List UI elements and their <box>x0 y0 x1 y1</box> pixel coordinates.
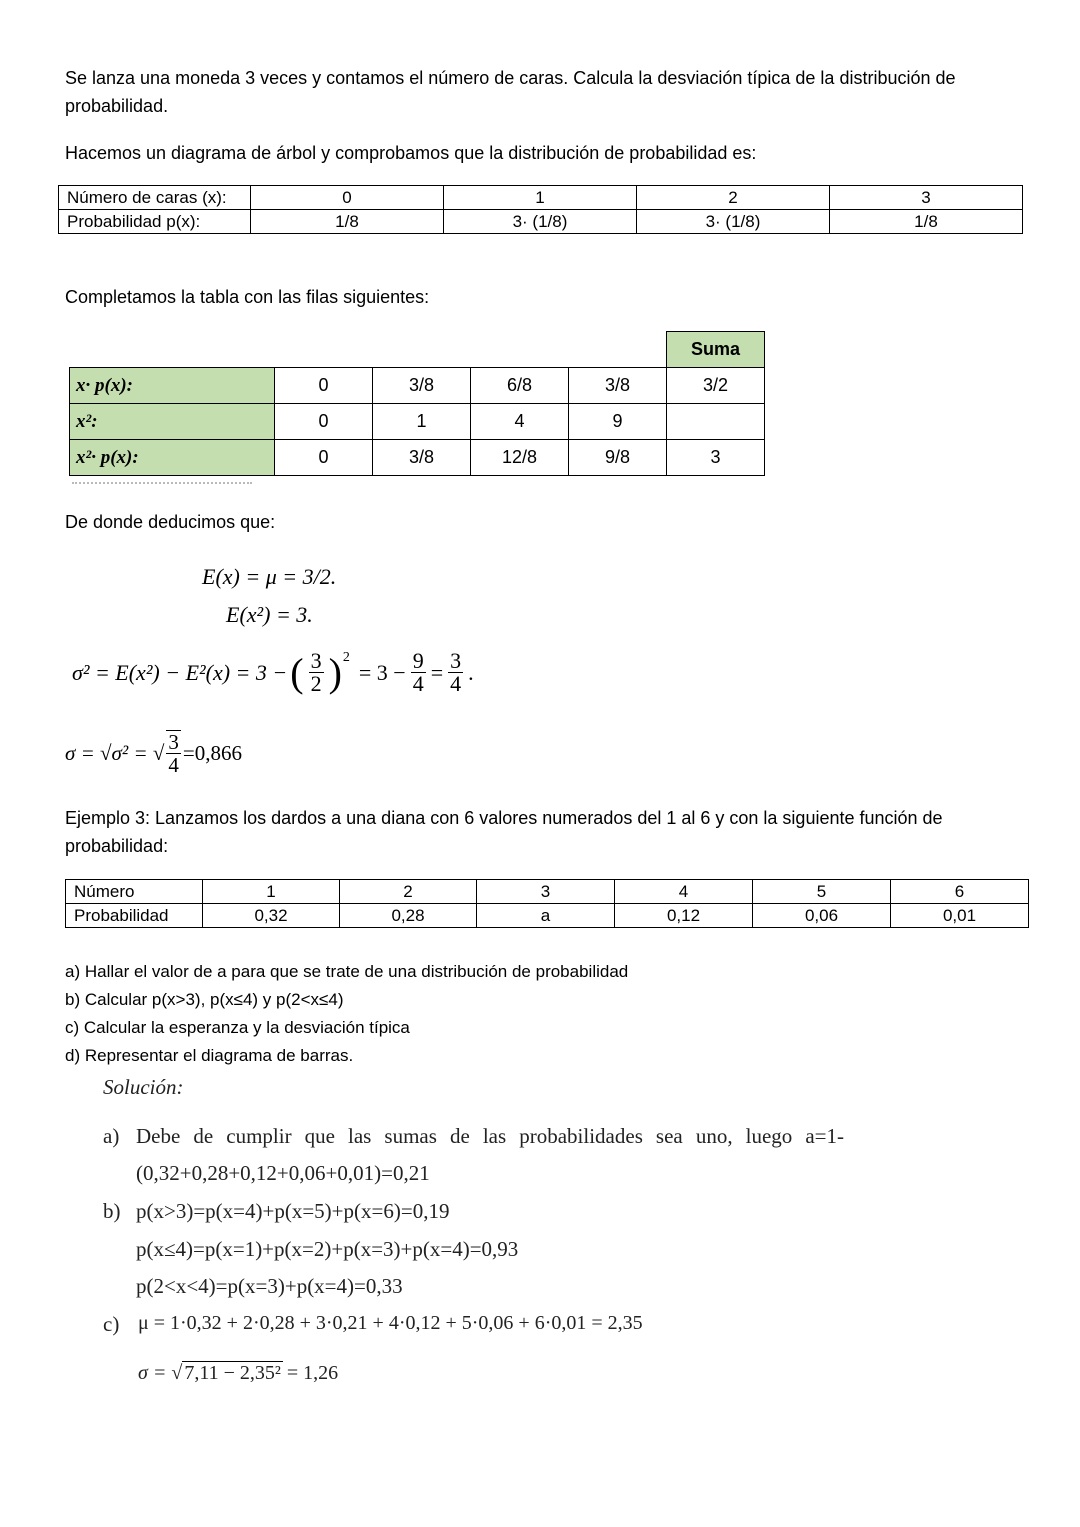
row-label: x²: <box>70 404 275 440</box>
table-cell: 3 <box>477 880 615 904</box>
solution-a-line-2: (0,32+0,28+0,12+0,06+0,01)=0,21 <box>136 1161 430 1185</box>
table-cell: 2 <box>340 880 477 904</box>
complete-text: Completamos la tabla con las filas siguientes: <box>65 287 430 307</box>
paren-close: ) <box>328 649 342 695</box>
expectation-formula: E(x) = μ = 3/2. <box>202 564 337 589</box>
table-cell: 3/8 <box>569 368 667 404</box>
sum-cell <box>667 404 765 440</box>
sum-header: Suma <box>667 332 765 368</box>
table-cell: Probabilidad p(x): <box>59 210 251 234</box>
sum-cell: 3 <box>667 440 765 476</box>
table-cell: 1/8 <box>251 210 444 234</box>
table-cell: 0,32 <box>203 904 340 928</box>
question-c: c) Calcular la esperanza y la desviación típica <box>65 1018 410 1037</box>
solution-b-line-1: p(x>3)=p(x=4)+p(x=5)+p(x=6)=0,19 <box>136 1199 450 1223</box>
table-cell: 6/8 <box>471 368 569 404</box>
question-d: d) Representar el diagrama de barras. <box>65 1046 354 1065</box>
expectation-sq-formula: E(x²) = 3. <box>226 602 313 627</box>
table-cell: 9/8 <box>569 440 667 476</box>
question-b: b) Calcular p(x>3), p(x≤4) y p(2<x≤4) <box>65 990 344 1009</box>
table-cell: 0,12 <box>615 904 753 928</box>
fraction: $\frac{3}{4}$ <box>450 648 462 696</box>
table-cell: 1 <box>444 186 637 210</box>
fraction: $\frac{3}{2}$ <box>310 648 322 696</box>
paren-open: ( <box>290 649 304 695</box>
exponent: 2 <box>342 650 350 665</box>
table-cell: 3· (1/8) <box>637 210 830 234</box>
table-cell: 0 <box>251 186 444 210</box>
table-cell: Número de caras (x): <box>59 186 251 210</box>
stddev-result: =0,866 <box>182 740 242 765</box>
table-cell: 3· (1/8) <box>444 210 637 234</box>
table-cell: 4 <box>615 880 753 904</box>
solution-c-label: c) <box>103 1312 120 1336</box>
table-cell: 1 <box>203 880 340 904</box>
table-cell: a <box>477 904 615 928</box>
table-row <box>66 904 1029 928</box>
table-cell: 4 <box>471 404 569 440</box>
solution-b-label: b) <box>103 1199 121 1223</box>
coin-distribution-table <box>58 185 1023 234</box>
table-cell: 1/8 <box>830 210 1023 234</box>
table-cell: 0,01 <box>891 904 1029 928</box>
intro-line-1: Se lanza una moneda 3 veces y contamos el número de caras. Calcula la desviación típica de la distribución de <box>65 68 956 88</box>
table-cell: Probabilidad <box>66 904 203 928</box>
radicand: 7,11 − 2,35² <box>184 1362 281 1384</box>
variance-formula: σ² = E(x²) − E²(x) = 3 − ( $\frac{3}{2}$ ) 2 = 3 − $\frac{9}{4}$ = $\frac{3}{4}$ . <box>72 648 474 696</box>
table-cell: 0 <box>275 440 373 476</box>
example3-line-2: probabilidad: <box>65 836 169 856</box>
table-row <box>70 440 765 476</box>
table-cell: 3/8 <box>373 368 471 404</box>
table-row <box>59 210 1023 234</box>
row-label: x²· p(x): <box>70 440 275 476</box>
intro-line-2: probabilidad. <box>65 96 169 116</box>
scan-artifact <box>72 482 252 490</box>
table-row <box>66 880 1029 904</box>
table-cell: 12/8 <box>471 440 569 476</box>
table-row <box>70 404 765 440</box>
solution-b-line-3: p(2<x<4)=p(x=3)+p(x=4)=0,33 <box>136 1274 403 1298</box>
table-cell: 5 <box>753 880 891 904</box>
solution-a-label: a) <box>103 1124 120 1148</box>
table-cell: 0,28 <box>340 904 477 928</box>
table-row <box>70 332 765 368</box>
intro-line-3: Hacemos un diagrama de árbol y comprobamos que la distribución de probabilidad es: <box>65 143 757 163</box>
dart-distribution-table <box>65 879 1029 928</box>
stddev-formula <box>65 730 242 776</box>
solution-title: Solución: <box>103 1075 184 1099</box>
example3-line-1: Ejemplo 3: Lanzamos los dardos a una diana con 6 valores numerados del 1 al 6 y con la siguiente función de <box>65 808 943 828</box>
table-cell: 0 <box>275 368 373 404</box>
table-cell: Número <box>66 880 203 904</box>
calc-table <box>69 331 765 476</box>
table-row <box>59 186 1023 210</box>
stddev-lhs: σ = √σ² = √ <box>65 740 165 765</box>
table-cell: 3/8 <box>373 440 471 476</box>
table-cell: 0 <box>275 404 373 440</box>
solution-a-line-1: Debe de cumplir que las sumas de las probabilidades sea uno, luego a=1- <box>136 1124 844 1148</box>
table-cell: 9 <box>569 404 667 440</box>
sum-cell: 3/2 <box>667 368 765 404</box>
table-cell: 2 <box>637 186 830 210</box>
row-label: x· p(x): <box>70 368 275 404</box>
variance-lhs: σ² = E(x²) − E²(x) = 3 − <box>72 659 288 685</box>
table-cell: 3 <box>830 186 1023 210</box>
table-cell: 6 <box>891 880 1029 904</box>
solution-c-stddev: σ = √ 7,11 − 2,35² = 1,26 <box>138 1361 339 1384</box>
table-cell: 0,06 <box>753 904 891 928</box>
fraction: $\frac{3}{4}$ <box>168 730 179 777</box>
solution-b-line-2: p(x≤4)=p(x=1)+p(x=2)+p(x=3)+p(x=4)=0,93 <box>136 1237 519 1261</box>
table-cell: 1 <box>373 404 471 440</box>
fraction: $\frac{9}{4}$ <box>412 648 424 696</box>
deduce-text: De donde deducimos que: <box>65 512 276 532</box>
question-a: a) Hallar el valor de a para que se trate de una distribución de probabilidad <box>65 962 629 981</box>
table-row <box>70 368 765 404</box>
solution-c-mean: μ = 1·0,32 + 2·0,28 + 3·0,21 + 4·0,12 + 5·0,06 + 6·0,01 = 2,35 <box>138 1312 643 1334</box>
